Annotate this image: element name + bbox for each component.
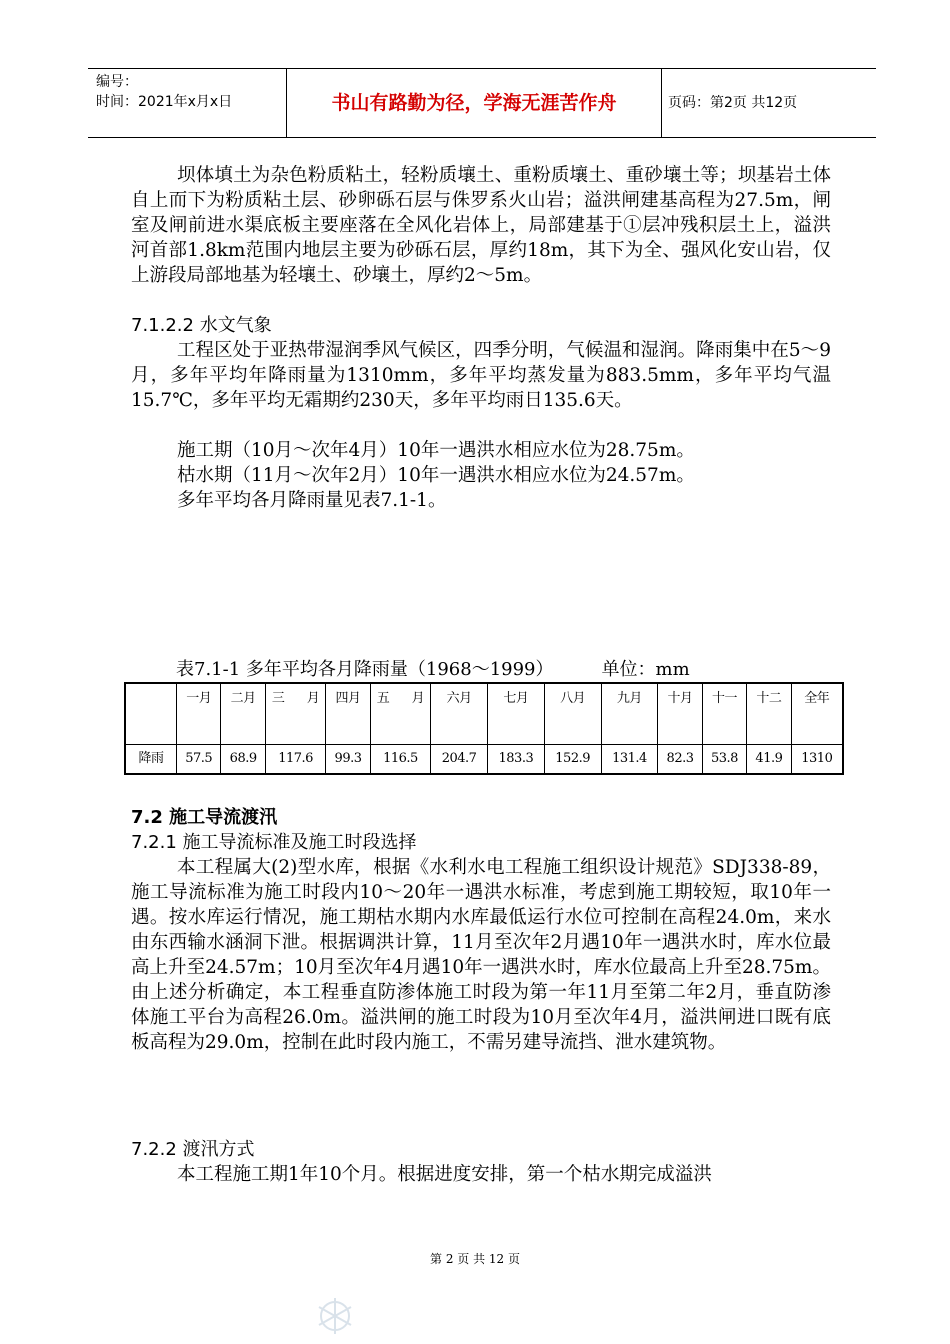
watermark-icon xyxy=(300,1292,370,1336)
table-cell: 1310 xyxy=(791,745,843,775)
table-header-cell: 七月 xyxy=(487,683,544,745)
table-cell: 53.8 xyxy=(702,745,746,775)
table-unit: 单位：mm xyxy=(601,659,690,680)
section-heading-diversion: 7.2 施工导流渡汛 xyxy=(131,807,278,828)
table-header-cell: 一月 xyxy=(177,683,221,745)
table-caption xyxy=(176,657,690,682)
table-cell: 82.3 xyxy=(658,745,702,775)
table-cell: 183.3 xyxy=(487,745,544,775)
table-cell: 117.6 xyxy=(265,745,325,775)
table-cell: 41.9 xyxy=(747,745,791,775)
time-label: 时间：2021年x月x日 xyxy=(96,94,233,110)
header-page-label: 页码：第2页 共12页 xyxy=(668,95,798,111)
table-header-cell: 八月 xyxy=(544,683,601,745)
table-header-cell: 三月 xyxy=(265,683,325,745)
subsection-heading-flood-method: 7.2.2 渡汛方式 xyxy=(131,1139,255,1160)
section-heading-hydrology: 7.1.2.2 水文气象 xyxy=(131,315,272,336)
table-row-label: 降雨 xyxy=(125,745,177,775)
table-header-cell: 十一 xyxy=(702,683,746,745)
table-header-cell: 十月 xyxy=(658,683,702,745)
header-motto: 书山有路勤为径，学海无涯苦作舟 xyxy=(286,69,662,137)
rainfall-table xyxy=(124,682,844,775)
paragraph-climate: 工程区处于亚热带湿润季风气候区，四季分明，气候温和湿润。降雨集中在5～9月，多年平均年降雨量为1310mm，多年平均蒸发量为883.5mm，多年平均气温15.7℃，多年平均无霜期约230天，多年平均雨日135.6天。 xyxy=(131,340,831,411)
paragraph-flood-method: 本工程施工期1年10个月。根据进度安排，第一个枯水期完成溢洪 xyxy=(177,1164,712,1185)
table-header-cell: 六月 xyxy=(431,683,488,745)
table-cell: 57.5 xyxy=(177,745,221,775)
table-cell: 204.7 xyxy=(431,745,488,775)
table-header-cell: 四月 xyxy=(326,683,370,745)
number-label: 编号： xyxy=(96,74,138,90)
table-cell: 152.9 xyxy=(544,745,601,775)
paragraph-geology: 坝体填土为杂色粉质粘土，轻粉质壤土、重粉质壤土、重砂壤土等；坝基岩土体自上而下为粉质粘土层、砂卵砾石层与侏罗系火山岩；溢洪闸建基高程为27.5m，闸室及闸前进水渠底板主要座落在全风化岩体上，局部建基于①层冲残积层土上，溢洪河首部1.8km范围内地层主要为砂砾石层，厚约18m，其下为全、强风化安山岩，仅上游段局部地基为轻壤土、砂壤土，厚约2～5m。 xyxy=(131,165,831,286)
paragraph-construction-water-level: 施工期（10月～次年4月）10年一遇洪水相应水位为28.75m。 xyxy=(177,440,695,461)
table-header-cell: 全年 xyxy=(791,683,843,745)
table-row xyxy=(125,745,843,775)
table-cell: 131.4 xyxy=(601,745,658,775)
header-meta xyxy=(88,69,286,137)
table-cell: 99.3 xyxy=(326,745,370,775)
table-header-cell: 五月 xyxy=(370,683,430,745)
paragraph-dry-season-water-level: 枯水期（11月～次年2月）10年一遇洪水相应水位为24.57m。 xyxy=(177,465,695,486)
table-caption-title: 表7.1-1 多年平均各月降雨量（1968～1999） xyxy=(176,659,554,680)
subsection-heading-standard: 7.2.1 施工导流标准及施工时段选择 xyxy=(131,832,417,853)
paragraph-diversion-standard: 本工程属大(2)型水库，根据《水利水电工程施工组织设计规范》SDJ338-89，施工导流标准为施工时段内10～20年一遇洪水标准，考虑到施工期较短，取10年一遇。按水库运行情况，施工期枯水期内水库最低运行水位可控制在高程24.0m，来水由东西输水涵洞下泄。根据调洪计算，11月至次年2月遇10年一遇洪水时，库水位最高上升至24.57m；10月至次年4月遇10年一遇洪水时，库水位最高上升至28.75m。由上述分析确定，本工程垂直防渗体施工时段为第一年11月至第二年2月，垂直防渗体施工平台为高程26.0m。溢洪闸的施工时段为10月至次年4月，溢洪闸进口既有底板高程为29.0m，控制在此时段内施工，不需另建导流挡、泄水建筑物。 xyxy=(131,857,831,1053)
table-header-cell: 九月 xyxy=(601,683,658,745)
table-cell: 116.5 xyxy=(370,745,430,775)
paragraph-table-reference: 多年平均各月降雨量见表7.1-1。 xyxy=(177,490,447,511)
table-header-cell: 二月 xyxy=(221,683,265,745)
table-header-row xyxy=(125,683,843,745)
table-header-cell xyxy=(125,683,177,745)
table-header-cell: 十二 xyxy=(747,683,791,745)
page-footer: 第 2 页 共 12 页 xyxy=(430,1252,520,1266)
page-header xyxy=(88,68,876,138)
table-cell: 68.9 xyxy=(221,745,265,775)
